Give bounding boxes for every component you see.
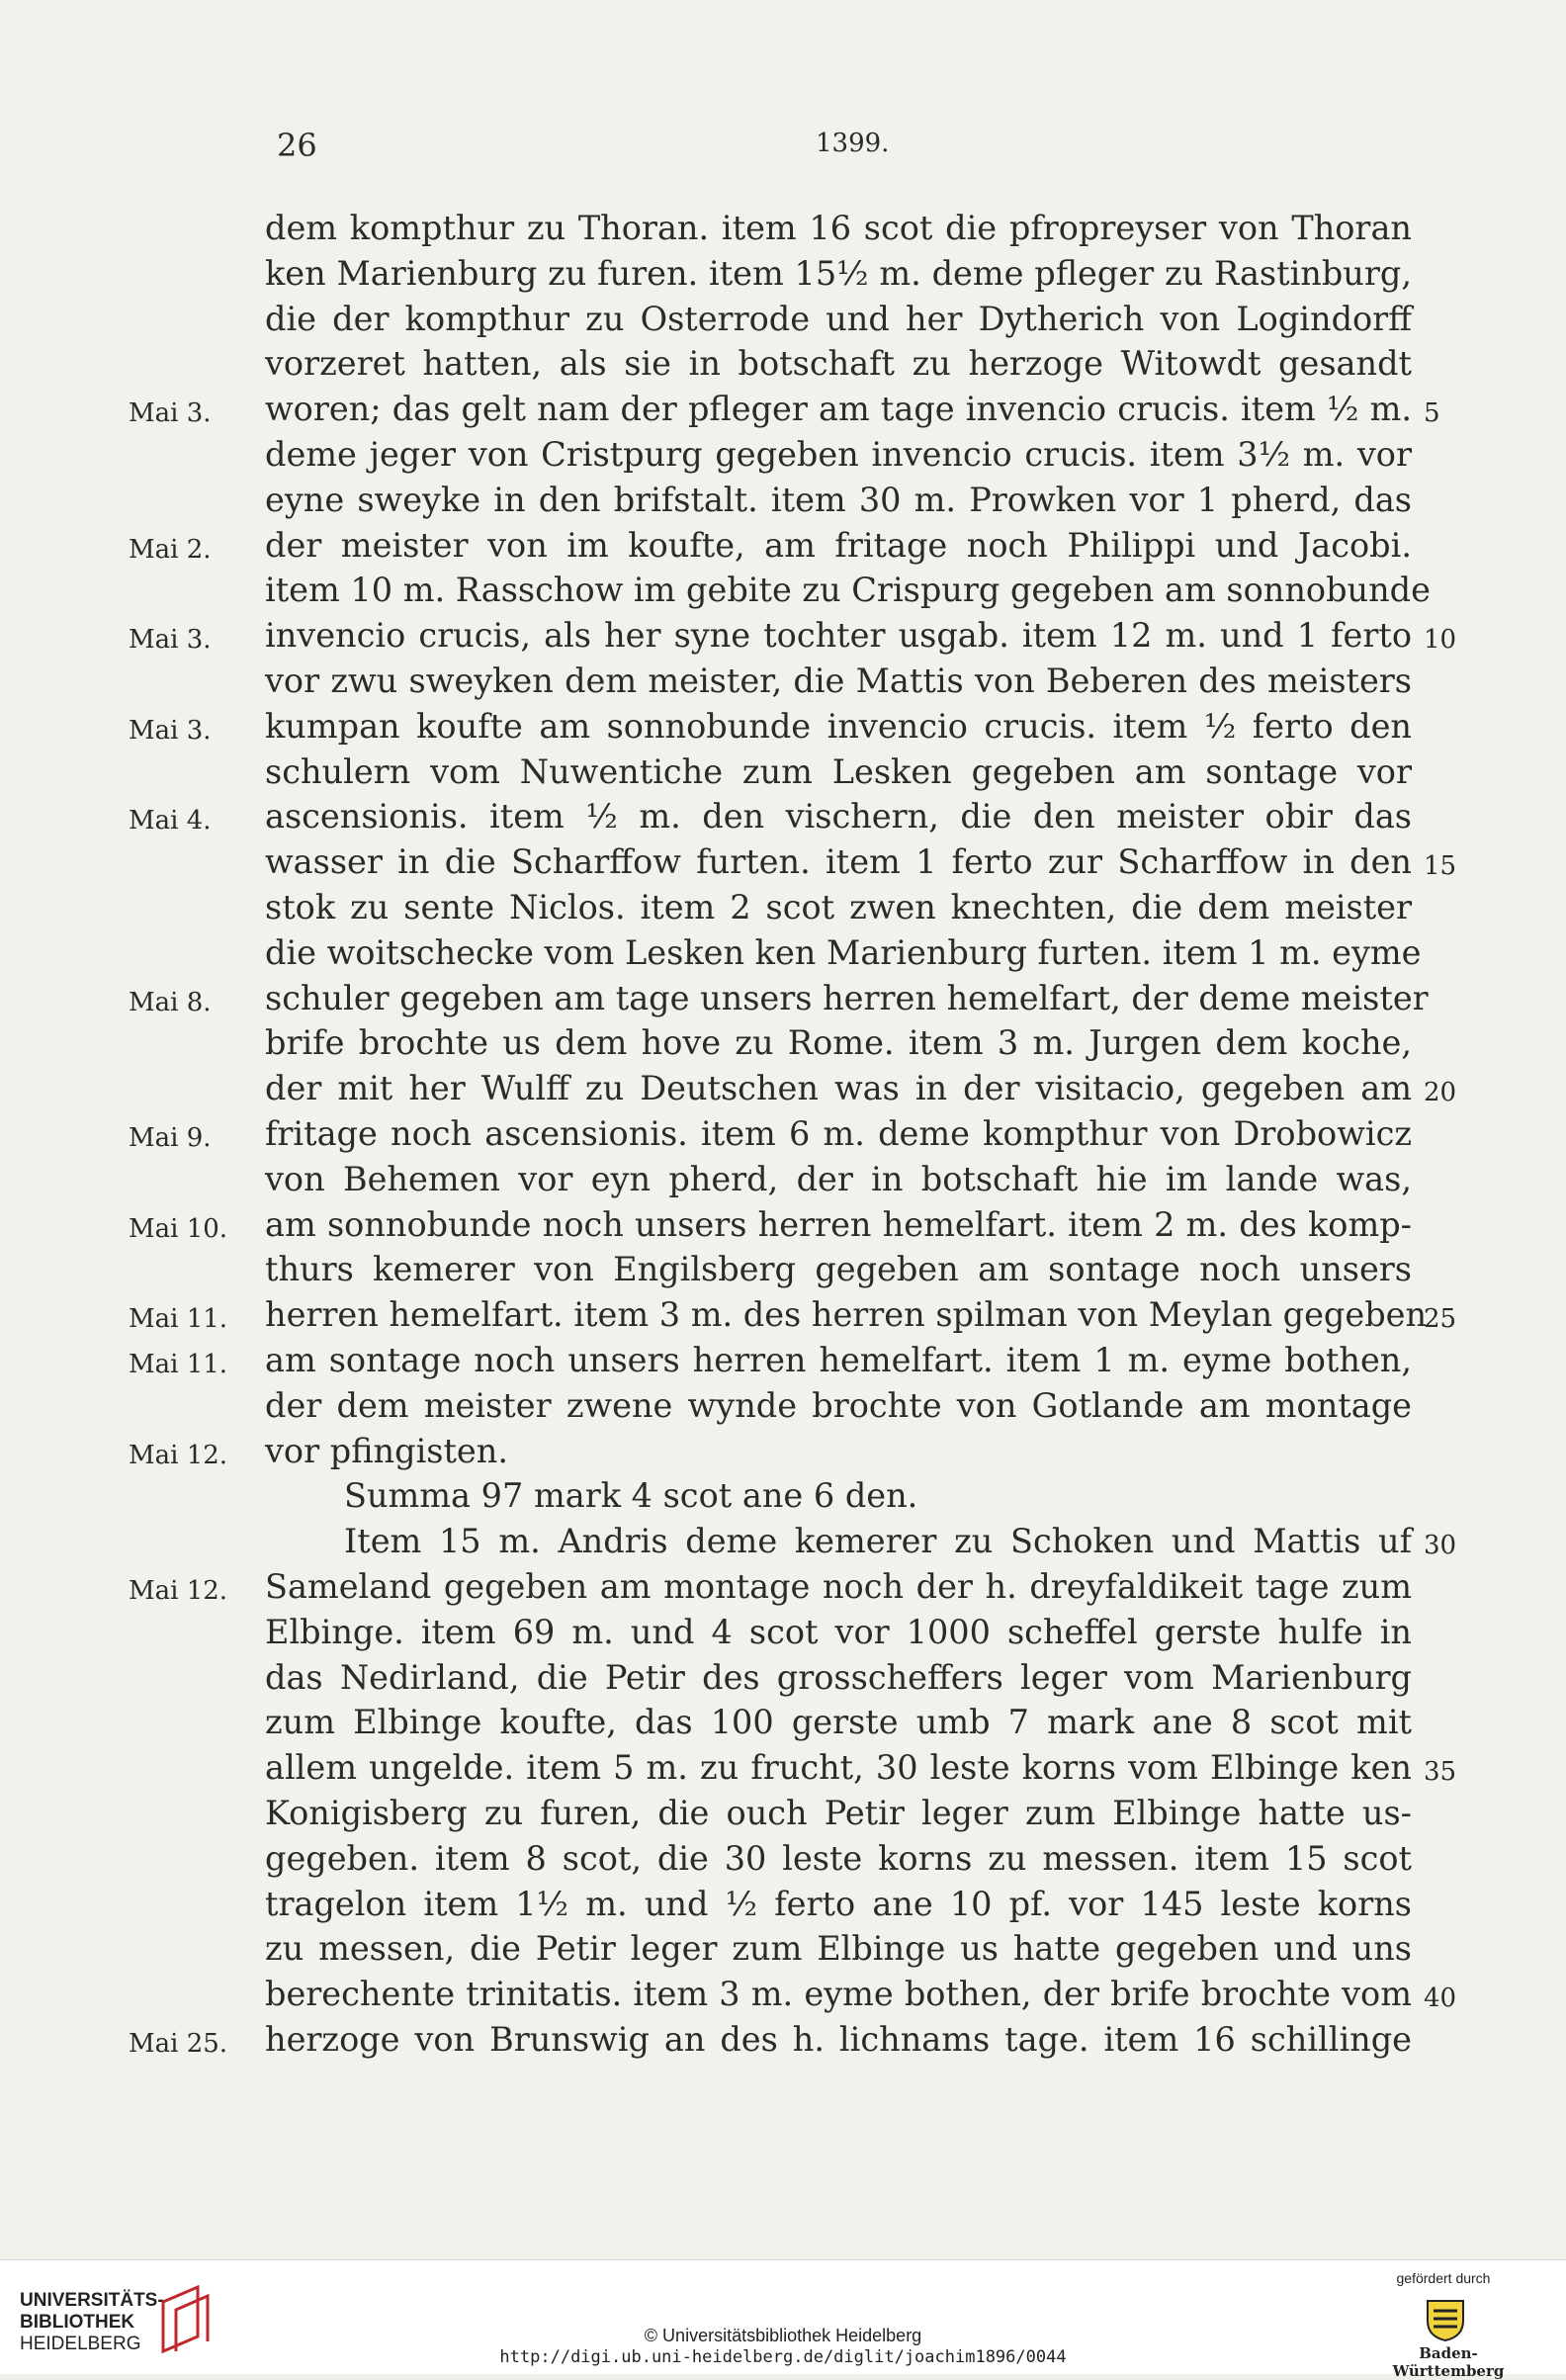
text-line: dem kompthur zu Thoran. item 16 scot die pfropreyser von Thoran [265, 209, 1412, 247]
text-line: Konigisberg zu furen, die ouch Petir leger zum Elbinge hatte us- [265, 1794, 1412, 1832]
text-line: deme jeger von Cristpurg gegeben invencio crucis. item 3½ m. vor [265, 435, 1412, 474]
text-line: wasser in die Scharffow furten. item 1 ferto zur Scharffow in den [265, 842, 1412, 882]
margin-date: Mai 2. [129, 534, 212, 565]
text-line: zu messen, die Petir leger zum Elbinge us hatte gegeben und uns [265, 1929, 1412, 1969]
page-header [277, 127, 1414, 166]
text-line: Item 15 m. Andris deme kemerer zu Schoken und Mattis uf [344, 1522, 1412, 1561]
text-line: Elbinge. item 69 m. und 4 scot vor 1000 scheffel gerste hulfe in [265, 1612, 1412, 1651]
copyright-text: © Universitätsbibliothek Heidelberg [644, 2326, 922, 2345]
running-year: 1399. [816, 129, 890, 158]
page-number: 26 [277, 127, 317, 164]
text-line: das Nedirland, die Petir des grosscheffers leger vom Marienburg [265, 1657, 1412, 1697]
funded-by-label: gefördert durch [1396, 2270, 1491, 2286]
library-name-line1: UNIVERSITÄTS- [20, 2290, 164, 2311]
margin-date: Mai 3. [129, 715, 212, 746]
margin-date: Mai 3. [129, 625, 212, 656]
text-line: zum Elbinge koufte, das 100 gerste umb 7 mark ane 8 scot mit [265, 1703, 1412, 1742]
text-line: vor pfingisten. [265, 1431, 508, 1470]
text-line: ascensionis. item ½ m. den vischern, die den meister obir das [265, 797, 1412, 837]
text-line: eyne sweyke in den brifstalt. item 30 m. Prowken vor 1 pherd, das [265, 480, 1412, 519]
text-line: am sontage noch unsers herren hemelfart. item 1 m. eyme bothen, [265, 1341, 1412, 1379]
text-line: allem ungelde. item 5 m. zu frucht, 30 leste korns vom Elbinge ken [265, 1748, 1412, 1788]
margin-date: Mai 10. [129, 1213, 228, 1244]
margin-date: Mai 12. [129, 1576, 228, 1606]
text-line: berechente trinitatis. item 3 m. eyme bothen, der brife brochte vom [265, 1975, 1412, 2014]
text-line: der mit her Wulff zu Deutschen was in der visitacio, gegeben am [265, 1069, 1412, 1108]
margin-date: Mai 25. [129, 2029, 228, 2059]
text-line: der meister von im koufte, am fritage noch Philippi und Jacobi. [265, 525, 1412, 565]
line-number: 30 [1424, 1531, 1457, 1561]
text-line: fritage noch ascensionis. item 6 m. deme kompthur von Drobowicz [265, 1114, 1412, 1153]
margin-date: Mai 3. [129, 398, 212, 429]
text-line: schuler gegeben am tage unsers herren hemelfart, der deme meister [265, 978, 1429, 1017]
coat-of-arms-icon [1424, 2295, 1467, 2347]
margin-date: Mai 11. [129, 1304, 228, 1335]
text-line: gegeben. item 8 scot, die 30 leste korns zu messen. item 15 scot [265, 1838, 1412, 1878]
margin-date: Mai 9. [129, 1123, 212, 1153]
text-line: vor zwu sweyken dem meister, die Mattis von Beberen des meisters [265, 661, 1412, 700]
text-line: kumpan koufte am sonnobunde invencio crucis. item ½ ferto den [265, 706, 1412, 746]
permalink-url[interactable]: http://digi.ub.uni-heidelberg.de/diglit/joachim1896/0044 [499, 2347, 1067, 2367]
text-line: ken Marienburg zu furen. item 15½ m. deme pfleger zu Rastinburg, [265, 253, 1412, 293]
line-number: 5 [1424, 398, 1440, 429]
library-name-line2: BIBLIOTHEK [20, 2312, 135, 2333]
text-line: die woitschecke vom Lesken ken Marienburg furten. item 1 m. eyme [265, 932, 1422, 972]
line-number: 35 [1424, 1757, 1457, 1788]
text-line: vorzeret hatten, als sie in botschaft zu herzoge Witowdt gesandt [265, 344, 1412, 384]
margin-date: Mai 11. [129, 1350, 228, 1379]
text-line: schulern vom Nuwentiche zum Lesken gegeben am sontage vor [265, 751, 1412, 791]
margin-date: Mai 4. [129, 806, 212, 837]
line-number: 20 [1424, 1078, 1457, 1108]
text-line: item 10 m. Rasschow im gebite zu Crispurg gegeben am sonnobunde [265, 571, 1431, 610]
text-line: tragelon item 1½ m. und ½ ferto ane 10 pf. vor 145 leste korns [265, 1884, 1412, 1923]
text-line: stok zu sente Niclos. item 2 scot zwen knechten, die dem meister [265, 888, 1412, 926]
text-line: von Behemen vor eyn pherd, der in botschaft hie im lande was, [265, 1159, 1412, 1198]
text-line: Summa 97 mark 4 scot ane 6 den. [344, 1476, 918, 1516]
margin-date: Mai 12. [129, 1440, 228, 1470]
text-line: invencio crucis, als her syne tochter usgab. item 12 m. und 1 ferto [265, 616, 1412, 656]
line-number: 40 [1424, 1983, 1457, 2014]
line-number: 15 [1424, 851, 1457, 882]
text-line: woren; das gelt nam der pfleger am tage invencio crucis. item ½ m. [265, 390, 1412, 429]
text-line: herzoge von Brunswig an des h. lichnams tage. item 16 schillinge [265, 2020, 1412, 2059]
text-line: Sameland gegeben am montage noch der h. dreyfaldikeit tage zum [265, 1567, 1412, 1606]
funder-name: Baden-Württemberg [1392, 2344, 1505, 2380]
library-name-line3: HEIDELBERG [20, 2334, 141, 2354]
line-number: 10 [1424, 625, 1457, 656]
text-line: die der kompthur zu Osterrode und her Dytherich von Logindorff [265, 299, 1412, 338]
margin-date: Mai 8. [129, 987, 212, 1017]
footer-bar [0, 2259, 1566, 2380]
text-line: am sonnobunde noch unsers herren hemelfart. item 2 m. des komp- [265, 1204, 1412, 1244]
line-number: 25 [1424, 1304, 1457, 1335]
text-line: herren hemelfart. item 3 m. des herren spilman von Meylan gegeben [265, 1295, 1428, 1335]
text-line: thurs kemerer von Engilsberg gegeben am sontage noch unsers [265, 1250, 1412, 1289]
text-line: brife brochte us dem hove zu Rome. item 3 m. Jurgen dem koche, [265, 1023, 1412, 1063]
text-line: der dem meister zwene wynde brochte von Gotlande am montage [265, 1385, 1412, 1425]
